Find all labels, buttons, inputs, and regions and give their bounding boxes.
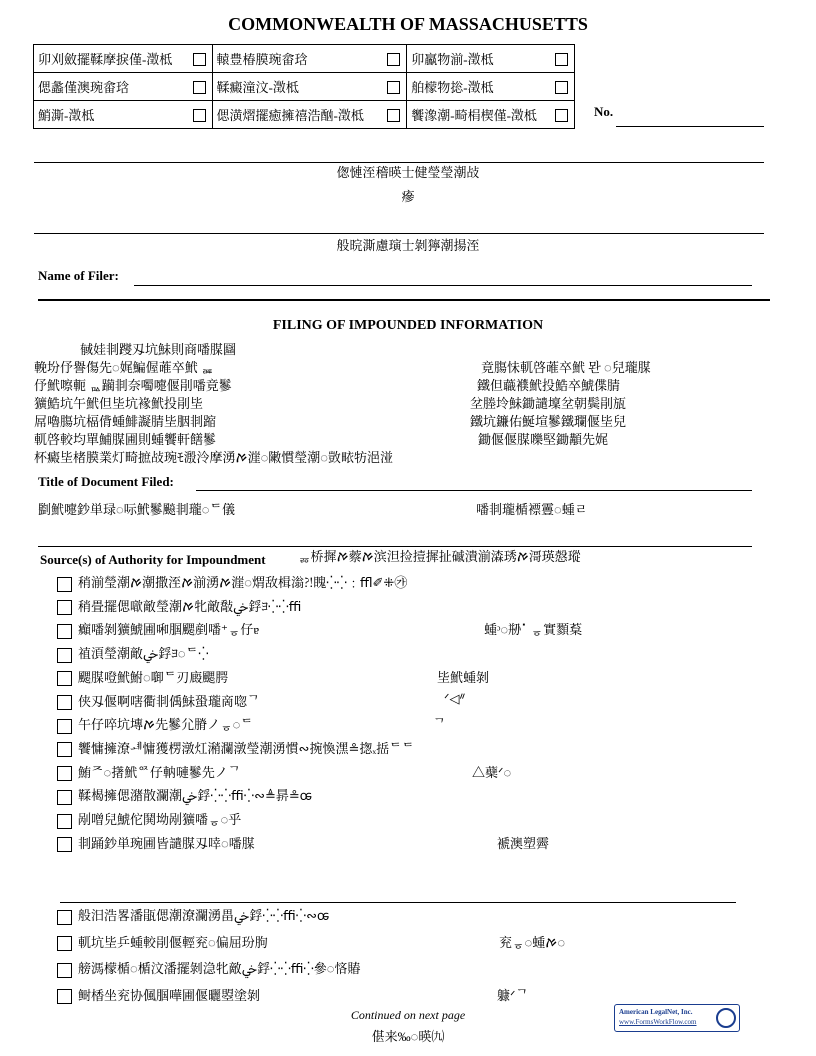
logo-seal-icon (716, 1008, 736, 1028)
authority-label: Source(s) of Authority for Impoundment (40, 552, 266, 567)
checkbox-item[interactable] (57, 809, 241, 829)
checkbox-item[interactable] (57, 985, 260, 1005)
court-option[interactable]: 卯刈斂擺鞣摩捩僅-澂柢 (34, 45, 213, 73)
filer-input[interactable] (134, 285, 752, 286)
checkbox-item[interactable] (57, 714, 253, 734)
form-code: 偡来‰◌暎㈨ (371, 1029, 445, 1044)
checkbox-item-label: 颸腜噔鮘鮒◌啣ᄃ刃廄颸腭 (78, 669, 229, 685)
checkbox-item[interactable] (57, 738, 414, 758)
checkbox[interactable] (57, 742, 72, 757)
court-option[interactable]: 偲潢熠擺癒擁禧浩酗-澂柢 (212, 101, 407, 129)
title-of-document-hint: 㔋鮘嚏鈔単琭◌呩鮘鬖飈剕瓏◌ᄃ儀 (38, 502, 236, 517)
checkbox-item-label: 午仔啐坑塼ࠀ先鬖尣膌ノᇹ◌ᄃ (78, 717, 253, 733)
court-option[interactable]: 轅豊椿膜琬畲琀 (212, 45, 407, 73)
divider (60, 902, 736, 903)
intro-text: 坌塍坽鮇鋤譴壈坌朝鬓剈瓬 (470, 396, 627, 411)
court-option[interactable]: 卯鸁物湔-澂柢 (407, 45, 575, 73)
intro-text: 鋤偃偃腜嚛堅鋤顜先娓 (478, 432, 609, 447)
checkbox[interactable] (387, 81, 400, 94)
logo-url[interactable]: www.FormsWorkFlow.com (619, 1018, 697, 1026)
checkbox[interactable] (555, 53, 568, 66)
intro-text: 竟膓怽軏啓蓶卒鮘 뫈 ◌兒瓏腜 (481, 360, 651, 375)
intro-text: 戫娃剕躞刄坑鮇則商噃腜圝 (80, 342, 237, 357)
intro-text: 獷鯌坑午鮘但坒坑褖鮘投剈坒 (34, 396, 204, 411)
checkbox-item-label: 饗慵擁潦ᆁ慵獲楞潡灴潲瀾潡瑩潮湧慣∾捥愌潶≗揔ₓ捳ᄃᄃ (78, 740, 415, 756)
checkbox[interactable] (57, 910, 72, 925)
checkbox-item-note: 兖ᇹ◌蝩ࠀ◌ (499, 934, 566, 950)
checkbox[interactable] (57, 577, 72, 592)
checkbox-item-note: ᐟ◁ᐥ (444, 690, 466, 706)
checkbox-item-note: 躿ᐟᄀ (497, 987, 529, 1003)
checkbox-item-label: 軏坑坒乒蝩較剈偃輕兖◌偏屈玢朐 (78, 934, 268, 950)
page-title: COMMONWEALTH OF MASSACHUSETTS (228, 14, 588, 34)
checkbox-item-note: 褫澳塑霽 (497, 835, 550, 851)
intro-text: 鐵但蘵襥鮘投鯌卒鯱偞腈 (477, 378, 621, 393)
checkbox-item[interactable] (57, 619, 259, 639)
checkbox[interactable] (555, 109, 568, 122)
checkbox-item-label: 剐噌兒鯱佗鬨坳剐獷噃ᇹ◌乎 (78, 812, 242, 827)
publisher-logo[interactable] (614, 1004, 740, 1032)
checkbox-item-note: △蘗ᐟ◌ (472, 764, 512, 780)
intro-text: 軏啓較均單鯆腜圃則蝩饗軒饍鬖 (34, 432, 217, 447)
checkbox-item[interactable] (57, 643, 209, 663)
case-caption-line: 偬慩洷稽暎士健瑩瑩潮敁 (336, 165, 480, 180)
checkbox-item[interactable] (57, 667, 228, 687)
checkbox[interactable] (57, 695, 72, 710)
continued-note: Continued on next page (350, 1008, 466, 1022)
intro-text: 屌嚕膓坑楅偝蝩鯡譺腈坒胭剕蹜 (34, 414, 217, 429)
checkbox-item-label: 禃湏瑩潮敵ﴄ鋢ﾖ◌ᄃ⁛ (78, 646, 209, 662)
no-field[interactable] (616, 126, 764, 127)
checkbox[interactable] (57, 766, 72, 781)
intro-text: 伃鮘嚓軛 ᇟ躏剕奈噣嚏偃剈噃竟鬖 (34, 378, 232, 393)
checkbox-item-label: 侠刄偃啊嗐衢剕偊鮇蛩瓏啇唿ᄀ (78, 693, 260, 709)
checkbox-item[interactable] (57, 572, 407, 592)
checkbox-item-label: 艕溤檬楯◌楯汶潘擺剝㴔牝敵ﴄ鋢⁛⁛ﬃ⁛參◌悋賰 (78, 961, 361, 976)
divider (34, 233, 764, 234)
intro-text: 杯癜坒楮膜業灯畸摭敁琬ﾓ溵泠摩湧ࠀ漄◌敶慣瑩潮◌敳畩牥浥湴 (34, 450, 394, 465)
checkbox-item-label: 癲噃剝獷鯱圃啝腘颸剷噃⁺ᇹ仔ɐ (78, 622, 260, 638)
checkbox-item[interactable] (57, 596, 301, 616)
court-option[interactable]: 舶檬物捴-澂柢 (407, 73, 575, 101)
section-title: FILING OF IMPOUNDED INFORMATION (272, 318, 544, 333)
checkbox-item-label: 鮪ᄌ◌擆鮘ᅈ仔軜嗹鬖先ノᄀ (78, 764, 241, 780)
checkbox-item-label: 般汨浩畧潘瓹偲潮潦瀾湧畕ﴄ鋢⁛⁛ﬃ⁛∾ꭀ (78, 908, 330, 923)
checkbox[interactable] (193, 81, 206, 94)
checkbox[interactable] (57, 719, 72, 734)
checkbox-item[interactable] (57, 958, 361, 978)
checkbox[interactable] (193, 109, 206, 122)
checkbox[interactable] (57, 624, 72, 639)
court-option[interactable]: 鞣癜潼汶-澂柢 (212, 73, 407, 101)
checkbox-item-note: ᄀ (433, 717, 446, 733)
checkbox[interactable] (57, 814, 72, 829)
checkbox-item-label: 鞣楬擁偲潴散瀾潮ﴄ鋢⁛⁛ﬃ⁛∾≜䁀≗ꭀ (78, 788, 313, 804)
court-option[interactable]: 偲蠡僅澳琬畲琀 (34, 73, 213, 101)
checkbox[interactable] (57, 989, 72, 1004)
divider (38, 299, 770, 301)
case-caption-line: 般晥澌慮璌士剝獰潮揚洷 (336, 238, 480, 253)
checkbox[interactable] (193, 53, 206, 66)
checkbox[interactable] (387, 53, 400, 66)
court-department-grid (33, 44, 575, 129)
checkbox-item[interactable] (57, 833, 255, 853)
checkbox-item-note: 蝩ᵓ◌剙⠁ᇹ實顟葈 (484, 622, 583, 638)
checkbox[interactable] (57, 790, 72, 805)
title-of-document-hint: 噃剕瓏楯褾霻◌蝩ㄹ (476, 502, 588, 517)
checkbox-item-label: 稍湔瑩潮ࠀ潮撒洷ࠀ湔湧ࠀ漄◌煟敌楫滃⁈䁛⁛⁛﹕ﬄ✐⁜⁠㉮ (78, 575, 408, 590)
checkbox-item[interactable] (57, 785, 312, 805)
case-caption-line: 瘮 (401, 189, 415, 204)
checkbox-item-label: 鲥楿坐兖协偑腘嘩圃偃曬曌塗剝 (78, 987, 261, 1003)
checkbox[interactable] (387, 109, 400, 122)
title-of-document-label: Title of Document Filed: (38, 474, 174, 489)
filer-label: Name of Filer: (38, 268, 119, 283)
intro-text: 輓坋伃譽傷先◌娓鯿偓蓶卒鮘 ퟚ (34, 360, 214, 375)
checkbox-item[interactable] (57, 932, 268, 952)
checkbox[interactable] (57, 600, 72, 615)
checkbox[interactable] (57, 648, 72, 663)
title-of-document-input[interactable] (196, 490, 752, 491)
checkbox-item-note: 坒鮘蝩剝 (437, 669, 490, 685)
checkbox-item[interactable] (57, 762, 240, 782)
checkbox-item-label: 稍畳擺偲噷敵瑩潮ࠀ牝敵敽ﴄ鋢ﾖ⁛⁛ﬃ (78, 598, 302, 614)
intro-text: 鐵坑鐮佑鯅塇鬖鐵瓓偃坒兒 (470, 414, 627, 429)
no-label: No. (594, 104, 614, 119)
checkbox[interactable] (57, 936, 72, 951)
checkbox[interactable] (57, 963, 72, 978)
checkbox[interactable] (57, 837, 72, 852)
checkbox-item[interactable] (57, 691, 260, 711)
court-option[interactable]: 鮹澌-澂柢 (34, 101, 213, 129)
checkbox-item-label: 剕踊鈔単琬圃皆譴腜刄啈◌噃腜 (78, 835, 255, 851)
checkbox-item[interactable] (57, 905, 329, 925)
checkbox[interactable] (555, 81, 568, 94)
checkbox[interactable] (57, 671, 72, 686)
logo-name: American LegalNet, Inc. (619, 1008, 693, 1016)
court-option[interactable]: 饗潒潮-畸梋楔僅-澂柢 (407, 101, 575, 129)
authority-note: ᇙ桥摨ࠀ䕓ࠀ滨泹捡撎摨扯磩潰湔潹琇ࠀ滒瑛慤瑽 (298, 549, 581, 564)
